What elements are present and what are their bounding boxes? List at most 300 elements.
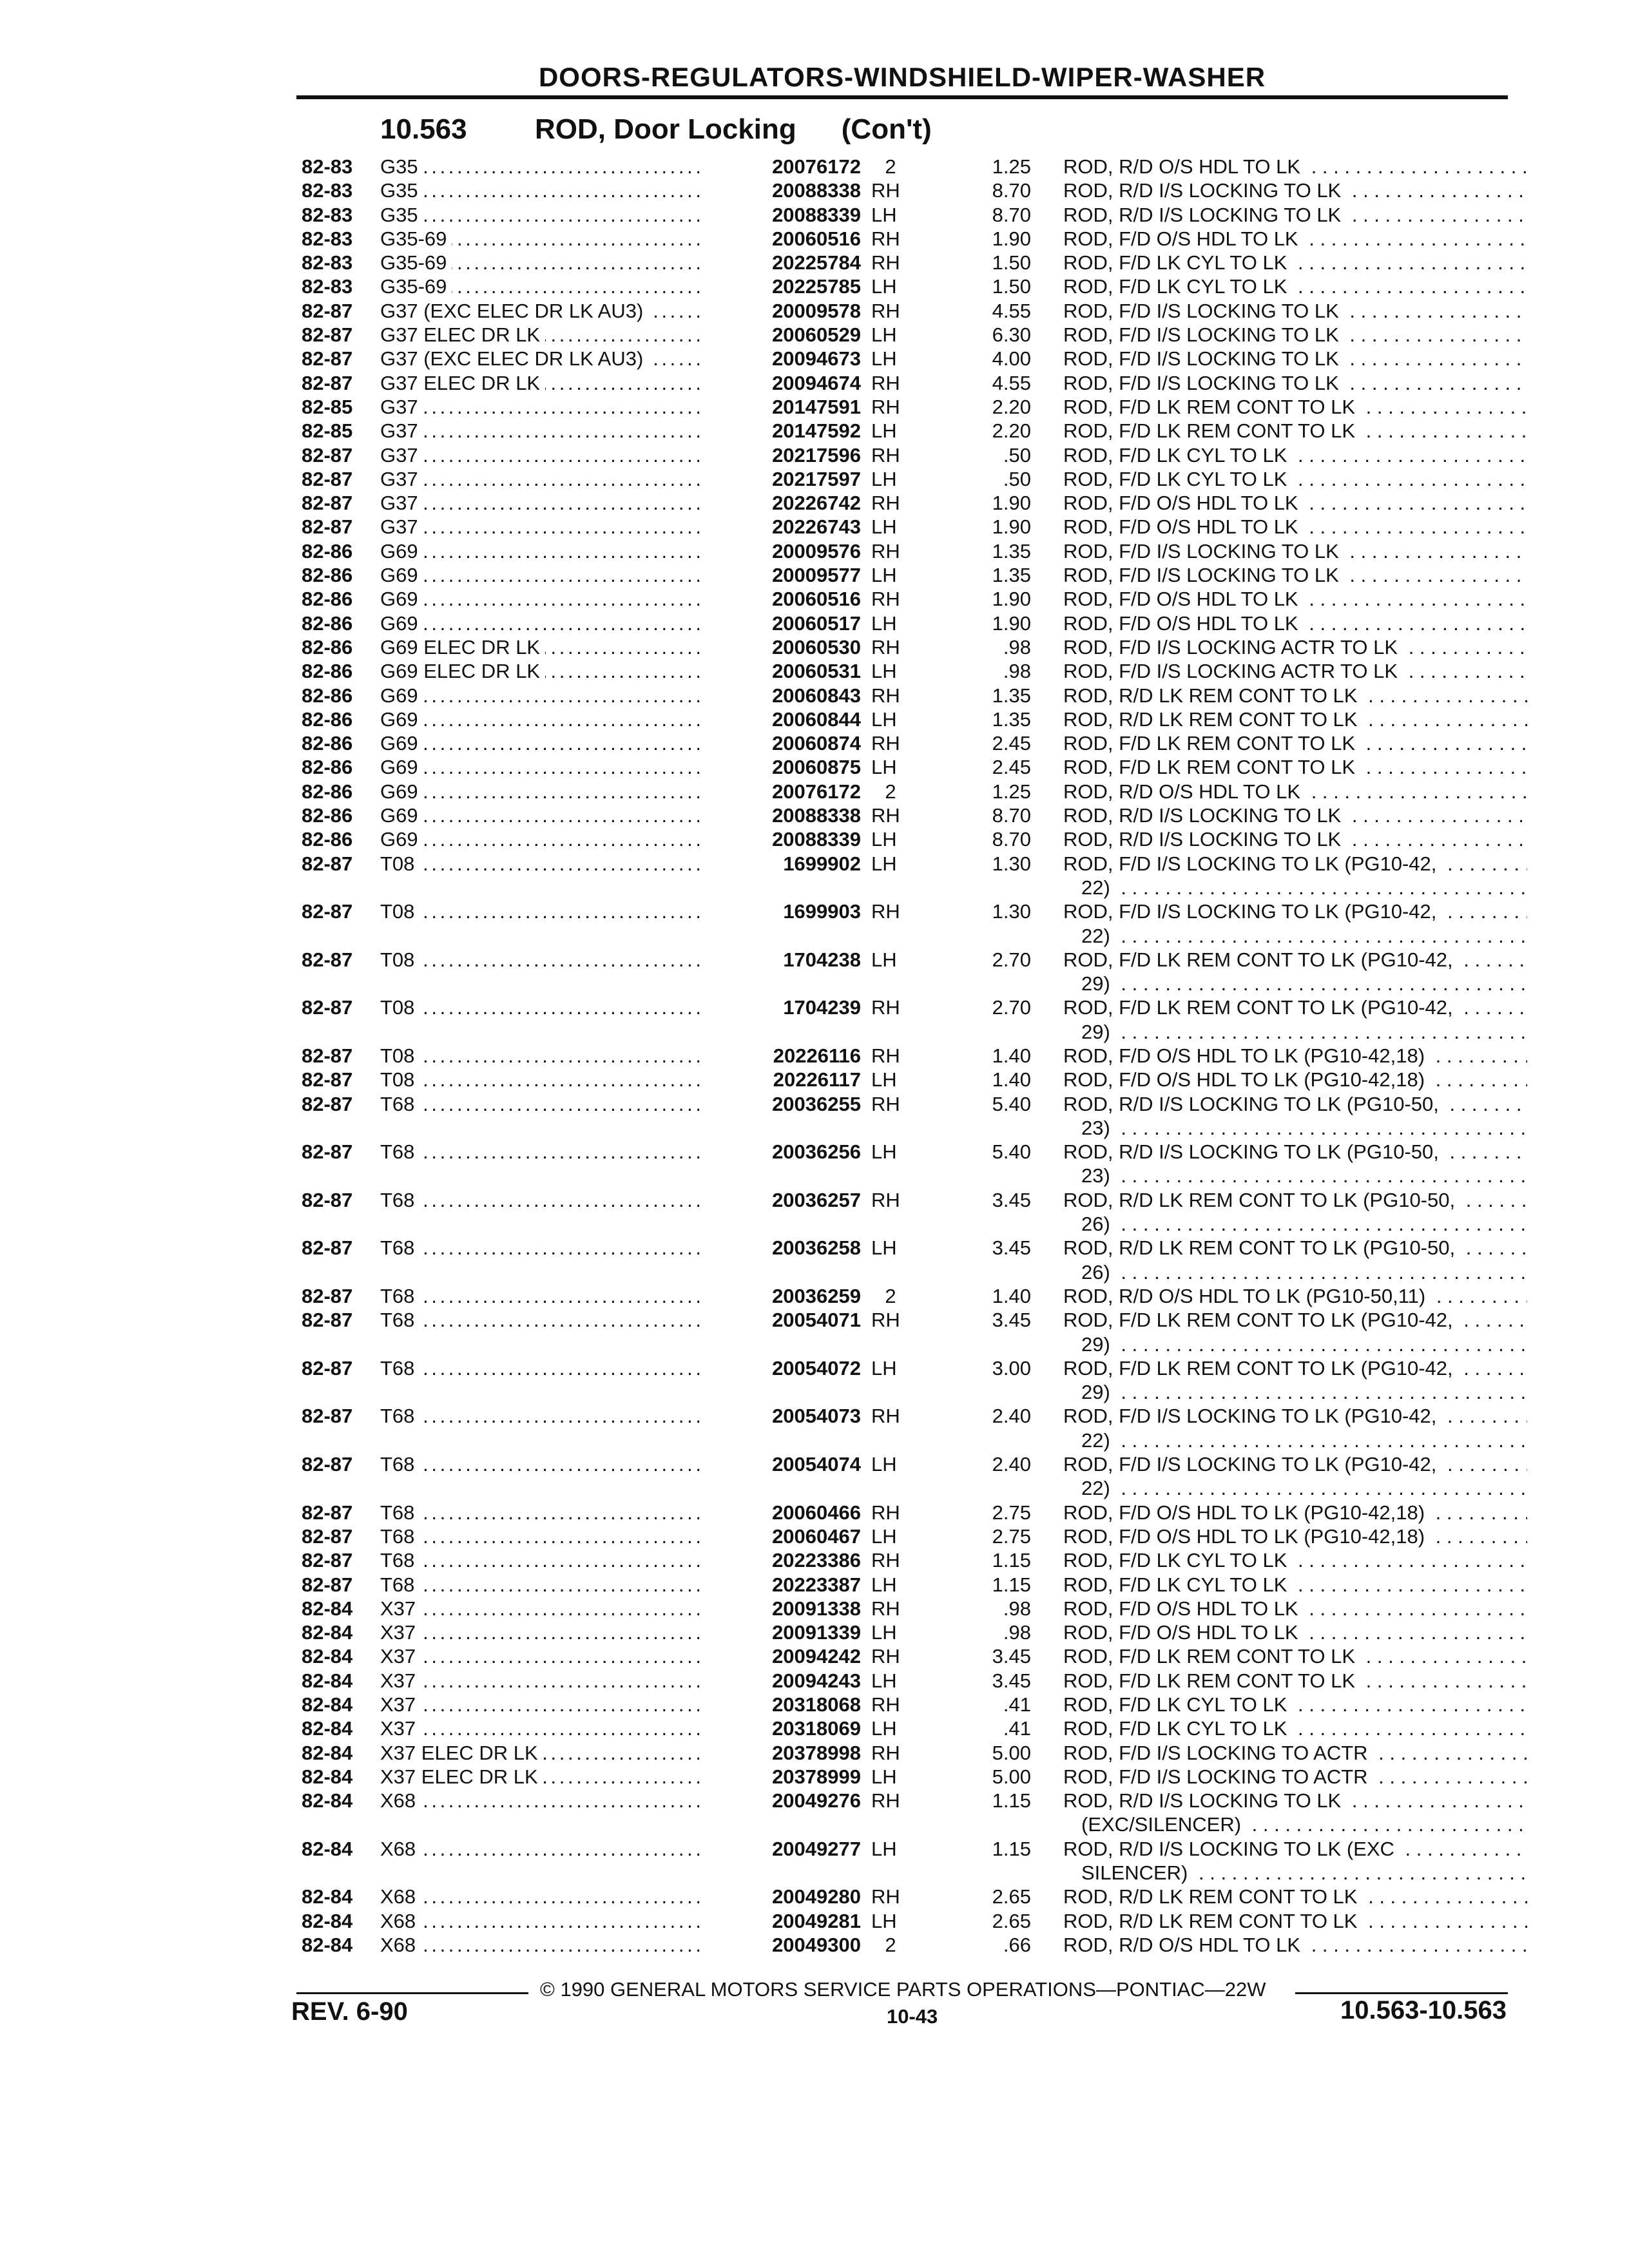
table-row bbox=[0, 1308, 1629, 1356]
part-description bbox=[1063, 1140, 1527, 1188]
model-year: 82-84 bbox=[302, 1717, 353, 1740]
list-price: 1.35 bbox=[992, 564, 1031, 587]
model-code-text: G35 bbox=[380, 204, 423, 226]
model-code-text: T08 bbox=[380, 1068, 419, 1091]
part-number: 20225785 bbox=[702, 274, 861, 298]
description-text: ROD, R/D LK REM CONT TO LK bbox=[1063, 1885, 1362, 1908]
model-code-text: T68 bbox=[380, 1140, 419, 1163]
model-year: 82-83 bbox=[302, 155, 353, 178]
model-year: 82-83 bbox=[302, 179, 353, 202]
description-line bbox=[1063, 1644, 1527, 1668]
description-text: ROD, F/D I/S LOCKING ACTR TO LK bbox=[1063, 660, 1403, 682]
model-year: 82-84 bbox=[302, 1645, 353, 1668]
part-number: 20223386 bbox=[702, 1548, 861, 1572]
part-number: 20060466 bbox=[702, 1501, 861, 1524]
description-line bbox=[1063, 1476, 1527, 1500]
description-line bbox=[1063, 1837, 1527, 1861]
model-code-text: T68 bbox=[380, 1236, 419, 1259]
description-text: 29) bbox=[1081, 1021, 1115, 1043]
quantity-side: RH bbox=[871, 1597, 900, 1620]
model-code-text: X68 bbox=[380, 1934, 421, 1956]
list-price: 1.35 bbox=[992, 539, 1031, 562]
description-text: ROD, F/D I/S LOCKING TO ACTR bbox=[1063, 1742, 1373, 1764]
model-code bbox=[380, 443, 726, 467]
table-row bbox=[0, 1620, 1629, 1644]
model-code-text: T68 bbox=[380, 1405, 419, 1427]
model-year: 82-87 bbox=[302, 347, 353, 370]
description-text: 23) bbox=[1081, 1117, 1115, 1139]
description-line bbox=[1063, 1452, 1527, 1476]
description-line bbox=[1063, 1260, 1527, 1284]
list-price: 8.70 bbox=[992, 179, 1031, 202]
part-number: 20036259 bbox=[702, 1284, 861, 1308]
table-row bbox=[0, 899, 1629, 948]
quantity-side: RH bbox=[871, 1501, 900, 1524]
part-description bbox=[1063, 755, 1527, 779]
model-code-text: X37 bbox=[380, 1693, 421, 1716]
description-line bbox=[1063, 419, 1527, 443]
description-line bbox=[1063, 948, 1527, 972]
model-year: 82-87 bbox=[302, 1356, 353, 1379]
table-row bbox=[0, 299, 1629, 323]
model-code bbox=[380, 1044, 726, 1068]
model-code-text: T68 bbox=[380, 1189, 419, 1211]
description-line bbox=[1063, 1428, 1527, 1452]
description-text: 26) bbox=[1081, 1261, 1115, 1283]
table-row bbox=[0, 852, 1629, 900]
description-text: ROD, R/D O/S HDL TO LK bbox=[1063, 1934, 1306, 1956]
model-code-text: T68 bbox=[380, 1093, 419, 1115]
description-line bbox=[1063, 1789, 1527, 1812]
table-row bbox=[0, 684, 1629, 707]
part-description bbox=[1063, 899, 1527, 948]
model-year: 82-87 bbox=[302, 852, 353, 875]
part-number: 20318068 bbox=[702, 1693, 861, 1716]
model-code bbox=[380, 227, 726, 251]
model-year: 82-87 bbox=[302, 948, 353, 971]
model-year: 82-86 bbox=[302, 707, 353, 731]
description-line bbox=[1063, 1861, 1527, 1885]
part-number: 20049277 bbox=[702, 1837, 861, 1861]
description-text: 23) bbox=[1081, 1164, 1115, 1187]
model-year: 82-86 bbox=[302, 660, 353, 683]
model-code bbox=[380, 491, 726, 515]
list-price: 5.40 bbox=[992, 1140, 1031, 1164]
part-number: 20060531 bbox=[702, 659, 861, 683]
footer-rule-left bbox=[296, 1992, 528, 1994]
model-year: 82-84 bbox=[302, 1909, 353, 1932]
part-description bbox=[1063, 491, 1527, 515]
list-price: 3.45 bbox=[992, 1188, 1031, 1211]
part-description bbox=[1063, 1308, 1527, 1356]
model-code bbox=[380, 1092, 726, 1116]
part-description bbox=[1063, 347, 1527, 370]
part-description bbox=[1063, 539, 1527, 563]
description-line bbox=[1063, 1332, 1527, 1356]
model-code bbox=[380, 323, 726, 347]
part-number: 20378998 bbox=[702, 1741, 861, 1765]
description-line bbox=[1063, 635, 1527, 659]
quantity-side: LH bbox=[871, 203, 897, 226]
list-price: 3.45 bbox=[992, 1669, 1031, 1692]
quantity-side: RH bbox=[871, 1645, 900, 1668]
description-line bbox=[1063, 1716, 1527, 1740]
description-line bbox=[1063, 515, 1527, 539]
description-line bbox=[1063, 803, 1527, 827]
description-line bbox=[1063, 274, 1527, 298]
model-code bbox=[380, 731, 726, 755]
page-header: DOORS-REGULATORS-WINDSHIELD-WIPER-WASHER bbox=[538, 62, 1266, 92]
list-price: 4.55 bbox=[992, 371, 1031, 394]
description-line bbox=[1063, 852, 1527, 876]
part-description bbox=[1063, 1573, 1527, 1597]
part-description bbox=[1063, 563, 1527, 587]
description-text: ROD, R/D LK REM CONT TO LK bbox=[1063, 1910, 1362, 1932]
revision-label: REV. 6-90 bbox=[291, 1997, 408, 2026]
table-row bbox=[0, 1501, 1629, 1524]
model-year: 82-87 bbox=[302, 1573, 353, 1596]
part-description bbox=[1063, 1548, 1527, 1572]
description-line bbox=[1063, 251, 1527, 274]
model-code bbox=[380, 155, 726, 178]
quantity-side: 2 bbox=[885, 155, 896, 178]
model-code bbox=[380, 1140, 726, 1164]
part-number: 20009576 bbox=[702, 539, 861, 563]
model-year: 82-87 bbox=[302, 323, 353, 347]
quantity-side: RH bbox=[871, 1405, 900, 1428]
quantity-side: 2 bbox=[885, 1933, 896, 1956]
table-row bbox=[0, 1644, 1629, 1668]
model-code bbox=[380, 1765, 726, 1789]
part-description bbox=[1063, 707, 1527, 731]
part-number: 20060516 bbox=[702, 227, 861, 251]
part-description bbox=[1063, 684, 1527, 707]
description-text: ROD, F/D I/S LOCKING TO LK bbox=[1063, 372, 1344, 394]
part-number: 20060516 bbox=[702, 587, 861, 611]
description-line bbox=[1063, 1236, 1527, 1260]
model-code bbox=[380, 1597, 726, 1620]
model-year: 82-87 bbox=[302, 515, 353, 539]
model-year: 82-87 bbox=[302, 1188, 353, 1211]
description-line bbox=[1063, 1140, 1527, 1164]
model-code bbox=[380, 299, 726, 323]
list-price: 5.40 bbox=[992, 1092, 1031, 1115]
table-row bbox=[0, 1597, 1629, 1620]
description-line bbox=[1063, 563, 1527, 587]
table-row bbox=[0, 1885, 1629, 1908]
description-line bbox=[1063, 1765, 1527, 1789]
table-row bbox=[0, 1524, 1629, 1548]
model-code-text: X37 bbox=[380, 1669, 421, 1692]
section-name: ROD, Door Locking bbox=[535, 113, 796, 145]
description-text: ROD, F/D O/S HDL TO LK bbox=[1063, 588, 1304, 610]
model-year: 82-86 bbox=[302, 804, 353, 827]
part-number: 20094243 bbox=[702, 1669, 861, 1693]
quantity-side: RH bbox=[871, 371, 900, 394]
part-description bbox=[1063, 1716, 1527, 1740]
model-code bbox=[380, 1716, 726, 1740]
list-price: 2.40 bbox=[992, 1453, 1031, 1476]
list-price: 5.00 bbox=[992, 1741, 1031, 1764]
model-code bbox=[380, 563, 726, 587]
model-year: 82-83 bbox=[302, 275, 353, 298]
part-description bbox=[1063, 1620, 1527, 1644]
part-number: 20009577 bbox=[702, 563, 861, 587]
part-description bbox=[1063, 1284, 1527, 1308]
quantity-side: RH bbox=[871, 227, 900, 250]
model-code bbox=[380, 780, 726, 803]
quantity-side: RH bbox=[871, 900, 900, 923]
list-price: 1.50 bbox=[992, 275, 1031, 298]
quantity-side: 2 bbox=[885, 780, 896, 803]
quantity-side: 2 bbox=[885, 1284, 896, 1307]
quantity-side: RH bbox=[871, 299, 900, 322]
part-description bbox=[1063, 1765, 1527, 1789]
model-code-text: X37 bbox=[380, 1597, 421, 1620]
description-text: ROD, F/D O/S HDL TO LK (PG10-42,18) bbox=[1063, 1501, 1430, 1524]
description-line bbox=[1063, 1597, 1527, 1620]
description-line bbox=[1063, 1380, 1527, 1404]
model-code-text: G69 bbox=[380, 588, 423, 610]
model-year: 82-83 bbox=[302, 251, 353, 274]
quantity-side: RH bbox=[871, 635, 900, 658]
quantity-side: LH bbox=[871, 1621, 897, 1644]
description-text: ROD, F/D LK REM CONT TO LK bbox=[1063, 732, 1360, 754]
part-description bbox=[1063, 1597, 1527, 1620]
part-description bbox=[1063, 251, 1527, 274]
table-row bbox=[0, 227, 1629, 251]
part-description bbox=[1063, 274, 1527, 298]
model-code bbox=[380, 251, 726, 274]
part-description bbox=[1063, 323, 1527, 347]
quantity-side: LH bbox=[871, 1356, 897, 1379]
table-row bbox=[0, 948, 1629, 996]
list-price: .50 bbox=[1003, 467, 1031, 490]
list-price: .98 bbox=[1003, 1621, 1031, 1644]
description-text: ROD, F/D I/S LOCKING TO LK bbox=[1063, 300, 1344, 322]
model-year: 82-86 bbox=[302, 732, 353, 755]
quantity-side: RH bbox=[871, 804, 900, 827]
model-code bbox=[380, 1068, 726, 1091]
quantity-side: LH bbox=[871, 611, 897, 635]
model-code-text: G69 bbox=[380, 564, 423, 586]
part-number: 20049300 bbox=[702, 1933, 861, 1957]
model-year: 82-84 bbox=[302, 1885, 353, 1908]
description-line bbox=[1063, 1164, 1527, 1187]
model-code-text: X37 bbox=[380, 1717, 421, 1740]
part-number: 20226743 bbox=[702, 515, 861, 539]
part-number: 20060517 bbox=[702, 611, 861, 635]
model-code-text: G69 bbox=[380, 612, 423, 635]
list-price: 1.30 bbox=[992, 852, 1031, 875]
model-code bbox=[380, 1452, 726, 1476]
list-price: 3.45 bbox=[992, 1645, 1031, 1668]
quantity-side: RH bbox=[871, 1741, 900, 1764]
model-code-text: G69 bbox=[380, 708, 423, 731]
model-code-text: T08 bbox=[380, 900, 419, 923]
part-number: 20060843 bbox=[702, 684, 861, 707]
part-description bbox=[1063, 780, 1527, 803]
quantity-side: RH bbox=[871, 1309, 900, 1332]
quantity-side: LH bbox=[871, 419, 897, 443]
table-row bbox=[0, 995, 1629, 1044]
model-year: 82-84 bbox=[302, 1597, 353, 1620]
table-row bbox=[0, 587, 1629, 611]
description-text: ROD, F/D LK CYL TO LK bbox=[1063, 1549, 1292, 1571]
description-line bbox=[1063, 1308, 1527, 1332]
model-year: 82-84 bbox=[302, 1765, 353, 1788]
description-line bbox=[1063, 876, 1527, 899]
list-price: 2.70 bbox=[992, 948, 1031, 971]
description-text: ROD, R/D I/S LOCKING TO LK (PG10-50, bbox=[1063, 1093, 1444, 1115]
description-text: ROD, F/D I/S LOCKING TO LK (PG10-42, bbox=[1063, 900, 1441, 923]
description-line bbox=[1063, 1620, 1527, 1644]
description-text: ROD, R/D I/S LOCKING TO LK bbox=[1063, 828, 1346, 850]
table-row bbox=[0, 1909, 1629, 1933]
table-row bbox=[0, 274, 1629, 298]
description-line bbox=[1063, 899, 1527, 923]
model-code bbox=[380, 1741, 726, 1765]
description-text: ROD, F/D O/S HDL TO LK bbox=[1063, 227, 1304, 250]
description-line bbox=[1063, 659, 1527, 683]
quantity-side: RH bbox=[871, 1789, 900, 1812]
part-number: 20049280 bbox=[702, 1885, 861, 1908]
quantity-side: LH bbox=[871, 467, 897, 490]
model-code-text: T68 bbox=[380, 1357, 419, 1379]
section-range: 10.563-10.563 bbox=[1340, 1996, 1507, 2024]
model-code bbox=[380, 1524, 726, 1548]
table-row bbox=[0, 827, 1629, 851]
quantity-side: LH bbox=[871, 1669, 897, 1692]
part-description bbox=[1063, 419, 1527, 443]
model-code-text: G37 bbox=[380, 396, 423, 418]
model-year: 82-83 bbox=[302, 203, 353, 226]
description-line bbox=[1063, 323, 1527, 347]
description-line bbox=[1063, 443, 1527, 467]
description-text: ROD, R/D I/S LOCKING TO LK bbox=[1063, 804, 1346, 827]
list-price: 3.00 bbox=[992, 1356, 1031, 1379]
model-code bbox=[380, 827, 726, 851]
table-row bbox=[0, 780, 1629, 803]
list-price: 1.90 bbox=[992, 588, 1031, 611]
table-row bbox=[0, 1765, 1629, 1789]
model-year: 82-83 bbox=[302, 227, 353, 250]
model-year: 82-87 bbox=[302, 443, 353, 466]
description-line bbox=[1063, 707, 1527, 731]
description-text: ROD, F/D LK REM CONT TO LK bbox=[1063, 1645, 1360, 1667]
description-line bbox=[1063, 1068, 1527, 1091]
description-text: ROD, R/D I/S LOCKING TO LK bbox=[1063, 179, 1346, 202]
quantity-side: RH bbox=[871, 996, 900, 1019]
list-price: 5.00 bbox=[992, 1765, 1031, 1788]
list-price: 1.15 bbox=[992, 1549, 1031, 1572]
table-row bbox=[0, 659, 1629, 683]
part-description bbox=[1063, 948, 1527, 996]
model-code-text: G69 bbox=[380, 780, 423, 803]
table-row bbox=[0, 1716, 1629, 1740]
model-code-text: G69 ELEC DR LK bbox=[380, 636, 545, 658]
model-code-text: X37 bbox=[380, 1621, 421, 1644]
model-code-text: T68 bbox=[380, 1501, 419, 1524]
description-line bbox=[1063, 1573, 1527, 1597]
part-description bbox=[1063, 467, 1527, 491]
part-number: 20036257 bbox=[702, 1188, 861, 1212]
list-price: 3.45 bbox=[992, 1236, 1031, 1260]
description-line bbox=[1063, 587, 1527, 611]
table-row bbox=[0, 1837, 1629, 1885]
description-text: 22) bbox=[1081, 1477, 1115, 1499]
table-row bbox=[0, 443, 1629, 467]
model-year: 82-87 bbox=[302, 1236, 353, 1260]
quantity-side: LH bbox=[871, 1236, 897, 1260]
model-code bbox=[380, 515, 726, 539]
model-code-text: G35-69 bbox=[380, 227, 452, 250]
list-price: 8.70 bbox=[992, 804, 1031, 827]
model-code-text: X37 ELEC DR LK bbox=[380, 1765, 543, 1788]
model-code-text: G69 bbox=[380, 684, 423, 707]
quantity-side: RH bbox=[871, 179, 900, 202]
description-text: ROD, F/D I/S LOCKING ACTR TO LK bbox=[1063, 636, 1403, 658]
model-code-text: G35 bbox=[380, 179, 423, 202]
part-description bbox=[1063, 227, 1527, 251]
model-year: 82-84 bbox=[302, 1933, 353, 1956]
description-text: ROD, R/D LK REM CONT TO LK (PG10-50, bbox=[1063, 1236, 1460, 1259]
table-row bbox=[0, 419, 1629, 443]
description-line bbox=[1063, 1693, 1527, 1716]
table-row bbox=[0, 203, 1629, 227]
model-code-text: G37 ELEC DR LK bbox=[380, 372, 545, 394]
part-number: 20060844 bbox=[702, 707, 861, 731]
list-price: 1.15 bbox=[992, 1789, 1031, 1812]
part-description bbox=[1063, 1404, 1527, 1452]
part-description bbox=[1063, 1356, 1527, 1405]
model-year: 82-84 bbox=[302, 1789, 353, 1812]
quantity-side: LH bbox=[871, 1909, 897, 1932]
description-text: ROD, F/D O/S HDL TO LK bbox=[1063, 492, 1304, 514]
list-price: 1.90 bbox=[992, 611, 1031, 635]
description-line bbox=[1063, 1284, 1527, 1308]
table-row bbox=[0, 1356, 1629, 1405]
table-row bbox=[0, 1933, 1629, 1957]
description-text: ROD, F/D LK REM CONT TO LK (PG10-42, bbox=[1063, 948, 1458, 971]
model-code bbox=[380, 1789, 726, 1812]
model-code bbox=[380, 1644, 726, 1668]
part-description bbox=[1063, 1909, 1527, 1933]
description-text: ROD, F/D O/S HDL TO LK bbox=[1063, 515, 1304, 538]
description-text: ROD, F/D I/S LOCKING TO LK (PG10-42, bbox=[1063, 1405, 1441, 1427]
description-line bbox=[1063, 1212, 1527, 1236]
model-year: 82-87 bbox=[302, 467, 353, 490]
part-number: 20217596 bbox=[702, 443, 861, 467]
table-row bbox=[0, 1404, 1629, 1452]
model-code-text: G35-69 bbox=[380, 275, 452, 298]
quantity-side: RH bbox=[871, 588, 900, 611]
model-code bbox=[380, 1308, 726, 1332]
description-text: 29) bbox=[1081, 1381, 1115, 1403]
table-row bbox=[0, 1044, 1629, 1068]
description-text: ROD, R/D LK REM CONT TO LK bbox=[1063, 708, 1362, 731]
model-code bbox=[380, 852, 726, 876]
description-line bbox=[1063, 1909, 1527, 1933]
model-year: 82-86 bbox=[302, 756, 353, 779]
model-year: 82-84 bbox=[302, 1669, 353, 1692]
model-code-text: X68 bbox=[380, 1885, 421, 1908]
part-number: 20054071 bbox=[702, 1308, 861, 1332]
section-title bbox=[380, 113, 932, 146]
model-code bbox=[380, 419, 726, 443]
part-description bbox=[1063, 995, 1527, 1044]
part-number: 1704238 bbox=[702, 948, 861, 972]
